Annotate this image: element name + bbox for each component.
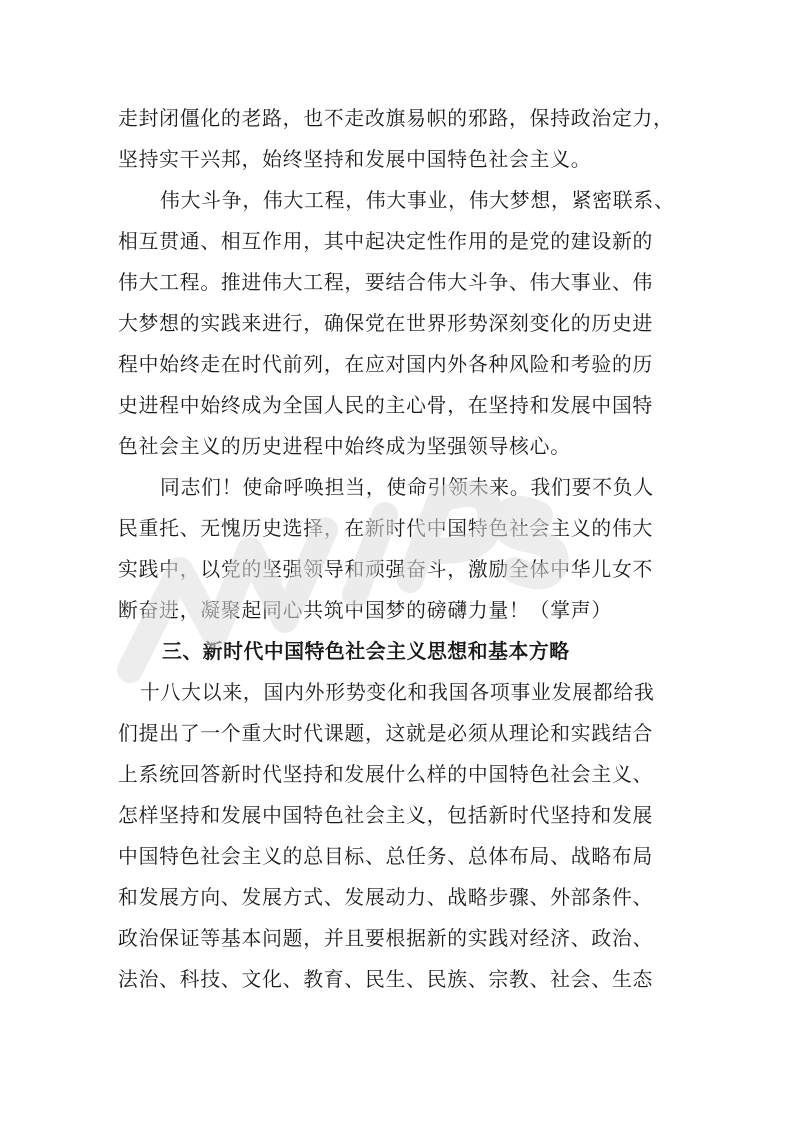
text-line: 史进程中始终成为全国人民的主心骨，在坚持和发展中国特 (118, 394, 654, 417)
text-line: 们提出了一个重大时代课题，这就是必须从理论和实践结合 (118, 722, 654, 745)
text-line: 断奋进，凝聚起同心共筑中国梦的磅礴力量！（掌声） (118, 599, 612, 622)
text-line: 实践中，以党的坚强领导和顽强奋斗，激励全体中华儿女不 (118, 558, 654, 581)
text-line: 中国特色社会主义的总目标、总任务、总体布局、战略布局 (118, 845, 654, 868)
body-text (118, 98, 678, 1000)
text-line: 走封闭僵化的老路，也不走改旗易帜的邪路，保持政治定力， (118, 107, 674, 130)
text-line: 民重托、无愧历史选择，在新时代中国特色社会主义的伟大 (118, 517, 654, 540)
text-line: 坚持实干兴邦，始终坚持和发展中国特色社会主义。 (118, 148, 592, 171)
text-line: 政治保证等基本问题，并且要根据新的实践对经济、政治、 (118, 927, 654, 950)
text-line: 色社会主义的历史进程中始终成为坚强领导核心。 (118, 435, 571, 458)
text-line: 和发展方向、发展方式、发展动力、战略步骤、外部条件、 (118, 886, 654, 909)
text-line: 怎样坚持和发展中国特色社会主义，包括新时代坚持和发展 (118, 804, 654, 827)
paragraph-start-line: 十八大以来，国内外形势变化和我国各项事业发展都给我 (140, 681, 655, 704)
text-line: 相互贯通、相互作用，其中起决定性作用的是党的建设新的 (118, 230, 654, 253)
paragraph-start-line: 伟大斗争，伟大工程，伟大事业，伟大梦想，紧密联系、 (160, 189, 675, 212)
paragraph-start-line: 同志们！使命呼唤担当，使命引领未来。我们要不负人 (160, 476, 654, 499)
section-heading: 三、新时代中国特色社会主义思想和基本方略 (162, 640, 570, 663)
text-line: 法治、科技、文化、教育、民生、民族、宗教、社会、生态 (118, 968, 654, 991)
text-line: 伟大工程。推进伟大工程，要结合伟大斗争、伟大事业、伟 (118, 271, 654, 294)
text-line: 程中始终走在时代前列，在应对国内外各种风险和考验的历 (118, 353, 654, 376)
text-line: 大梦想的实践来进行，确保党在世界形势深刻变化的历史进 (118, 312, 654, 335)
text-line: 上系统回答新时代坚持和发展什么样的中国特色社会主义、 (118, 763, 654, 786)
